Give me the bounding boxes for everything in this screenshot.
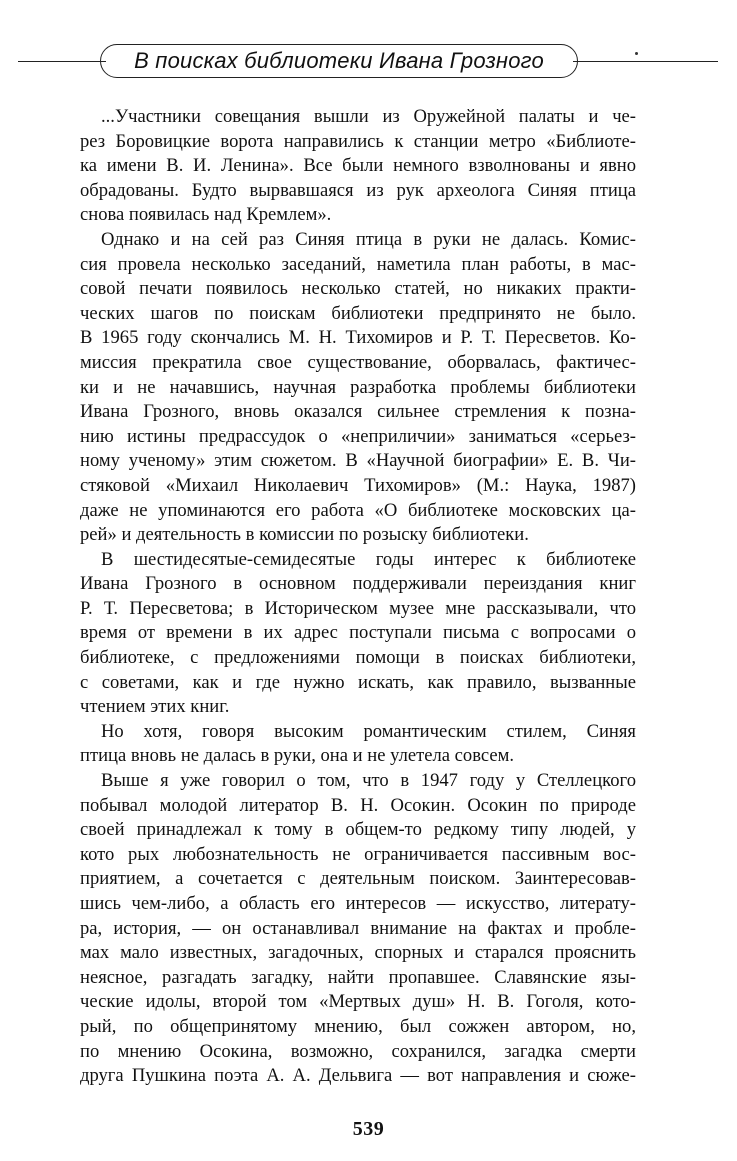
text-line: чтением этих книг. xyxy=(80,696,230,718)
text-line: ческих шагов по поискам библиотеки предпринято не было. xyxy=(80,302,636,324)
text-line: ра, история, — он останавливал внимание на фактах и пробле- xyxy=(80,917,636,939)
running-header xyxy=(18,40,718,84)
text-line: с советами, как и где нужно искать, как правило, вызванные xyxy=(80,671,636,693)
text-line: В 1965 году скончались М. Н. Тихомиров и Р. Т. Пересветов. Ко- xyxy=(80,327,636,349)
text-line: снова появилась над Кремлем». xyxy=(80,204,332,226)
text-line: сия провела несколько заседаний, наметила план работы, в мас- xyxy=(80,253,636,275)
text-line: рей» и деятельность в комиссии по розыску библиотеки. xyxy=(80,524,529,546)
header-dot xyxy=(635,52,638,55)
header-rule-right xyxy=(573,61,718,62)
text-line: своей принадлежал к тому в общем-то редкому типу людей, у xyxy=(80,819,636,841)
header-rule-left xyxy=(18,61,106,62)
text-line: время от времени в их адрес поступали письма с вопросами о xyxy=(80,622,636,644)
text-line: мах мало известных, загадочных, спорных и старался прояснить xyxy=(80,942,636,964)
text-line: птица вновь не далась в руки, она и не улетела совсем. xyxy=(80,745,515,767)
text-line: ...Участники совещания вышли из Оружейной палаты и че- xyxy=(101,106,636,127)
text-line: ному ученому» этим сюжетом. В «Научной биографии» Е. В. Чи- xyxy=(80,450,636,472)
page-number: 539 xyxy=(352,1118,385,1140)
text-line: нию истины предрассудок о «неприличии» заниматься «серьез- xyxy=(80,425,636,447)
text-line: Но хотя, говоря высоким романтическим стилем, Синяя xyxy=(101,720,636,742)
body-text xyxy=(80,105,636,1089)
text-line: рез Боровицкие ворота направились к станции метро «Библиоте- xyxy=(80,130,636,152)
text-line: ка имени В. И. Ленина». Все были немного взволнованы и явно xyxy=(80,155,636,177)
text-line: кото рых любознательность не ограничивается пассивным вос- xyxy=(80,843,636,865)
text-line: миссия прекратила свое существование, оборвалась, фактичес- xyxy=(80,351,636,373)
text-line: рый, по общепринятому мнению, был сожжен автором, но, xyxy=(80,1015,636,1037)
text-line: шись чем-либо, а область его интересов — искусство, литерату- xyxy=(80,893,636,914)
text-line: совой печати появилось несколько статей, но никаких практи- xyxy=(80,278,636,300)
text-line: даже не упоминаются его работа «О библиотеке московских ца- xyxy=(80,499,636,521)
text-line: В шестидесятые-семидесятые годы интерес к библиотеке xyxy=(101,548,636,570)
text-line: друга Пушкина поэта А. А. Дельвига — вот направления и сюже- xyxy=(80,1065,636,1087)
text-line: библиотеке, с предложениями помощи в поисках библиотеки, xyxy=(80,647,636,669)
text-line: ки и не начавшись, научная разработка проблемы библиотеки xyxy=(80,376,636,398)
text-line: Р. Т. Пересветова; в Историческом музее мне рассказывали, что xyxy=(80,597,636,619)
text-line: ческие идолы, второй том «Мертвых душ» Н. В. Гоголя, кото- xyxy=(80,991,636,1013)
text-line: Ивана Грозного, вновь оказался сильнее стремления к позна- xyxy=(80,401,636,423)
text-line: Выше я уже говорил о том, что в 1947 году у Стеллецкого xyxy=(101,770,636,792)
text-line: по мнению Осокина, возможно, сохранился, загадка смерти xyxy=(80,1040,636,1062)
text-line: обрадованы. Будто вырвавшаяся из рук археолога Синяя птица xyxy=(80,179,636,201)
text-line: приятием, а сочетается с деятельным поиском. Заинтересовав- xyxy=(80,868,636,890)
running-header-title: В поисках библиотеки Ивана Грозного xyxy=(134,48,544,73)
header-title-frame xyxy=(100,44,578,78)
text-line: неясное, разгадать загадку, найти пропавшее. Славянские язы- xyxy=(80,966,636,988)
text-line: Ивана Грозного в основном поддерживали переиздания книг xyxy=(80,573,636,595)
text-line: стяковой «Михаил Николаевич Тихомиров» (М.: Наука, 1987) xyxy=(80,474,636,496)
text-line: побывал молодой литератор В. Н. Осокин. Осокин по природе xyxy=(80,794,636,816)
text-line: Однако и на сей раз Синяя птица в руки не далась. Комис- xyxy=(101,228,636,250)
